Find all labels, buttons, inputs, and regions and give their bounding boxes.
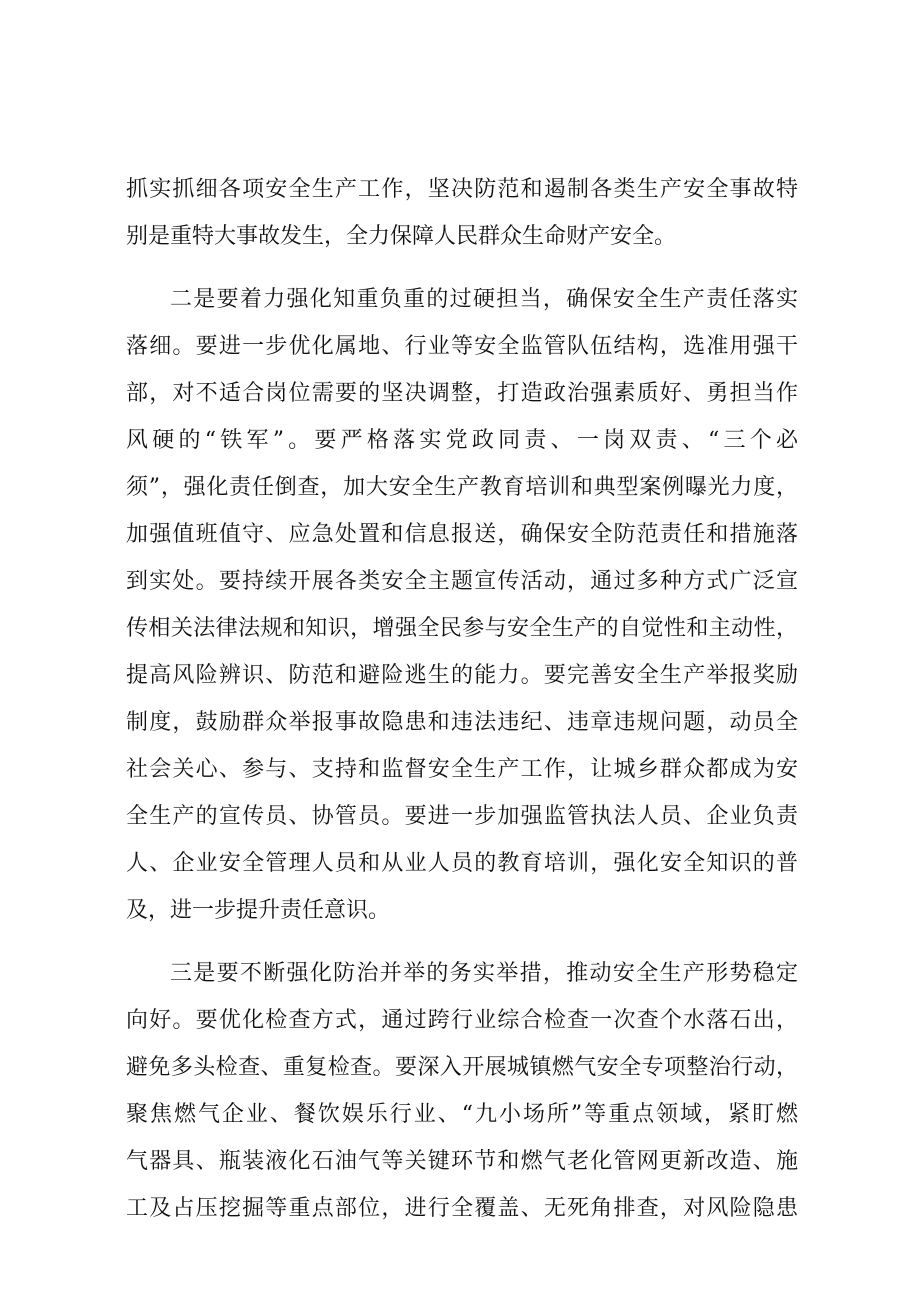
text-line: 抓实抓细各项安全生产工作，坚决防范和遏制各类生产安全事故特 — [126, 177, 798, 202]
text-line: 社会关心、参与、支持和监督安全生产工作，让城乡群众都成为安 — [126, 757, 798, 782]
text-line: 制度，鼓励群众举报事故隐患和违法违纪、违章违规问题，动员全 — [126, 710, 798, 735]
text-line: 二是要着力强化知重负重的过硬担当，确保安全生产责任落实 — [170, 287, 798, 312]
paragraph-point-two — [126, 276, 798, 934]
text-line: 须”，强化责任倒查，加大安全生产教育培训和典型案例曝光力度， — [126, 475, 798, 500]
text-line: 提高风险辨识、防范和避险逃生的能力。要完善安全生产举报奖励 — [126, 663, 798, 688]
text-line: 部，对不适合岗位需要的坚决调整，打造政治强素质好、勇担当作 — [126, 381, 798, 406]
paragraph-gap — [126, 934, 798, 950]
text-line: 人、企业安全管理人员和从业人员的教育培训，强化安全知识的普 — [126, 851, 798, 876]
text-line: 三是要不断强化防治并举的务实举措，推动安全生产形势稳定 — [170, 961, 798, 986]
text-line: 工及占压挖掘等重点部位，进行全覆盖、无死角排查，对风险隐患 — [126, 1196, 798, 1221]
text-line: 别是重特大事故发生，全力保障人民群众生命财产安全。 — [126, 224, 677, 249]
text-line: 及，进一步提升责任意识。 — [126, 898, 391, 923]
text-line: 聚焦燃气企业、餐饮娱乐行业、“九小场所”等重点领域，紧盯燃 — [126, 1102, 798, 1127]
text-line: 气器具、瓶装液化石油气等关键环节和燃气老化管网更新改造、施 — [126, 1149, 798, 1174]
paragraph-point-three — [126, 950, 798, 1232]
text-line: 加强值班值守、应急处置和信息报送，确保安全防范责任和措施落 — [126, 522, 798, 547]
text-line: 传相关法律法规和知识，增强全民参与安全生产的自觉性和主动性， — [126, 616, 798, 641]
text-line: 落细。要进一步优化属地、行业等安全监管队伍结构，选准用强干 — [126, 334, 798, 359]
paragraph-continuation — [126, 166, 798, 260]
text-line: 风硬的“铁军”。要严格落实党政同责、一岗双责、“三个必 — [126, 428, 798, 453]
paragraph-gap — [126, 260, 798, 276]
text-line: 全生产的宣传员、协管员。要进一步加强监管执法人员、企业负责 — [126, 804, 798, 829]
text-line: 向好。要优化检查方式，通过跨行业综合检查一次查个水落石出， — [126, 1008, 798, 1033]
text-line: 到实处。要持续开展各类安全主题宣传活动，通过多种方式广泛宣 — [126, 569, 798, 594]
text-line: 避免多头检查、重复检查。要深入开展城镇燃气安全专项整治行动， — [126, 1055, 798, 1080]
document-body — [126, 166, 798, 1232]
